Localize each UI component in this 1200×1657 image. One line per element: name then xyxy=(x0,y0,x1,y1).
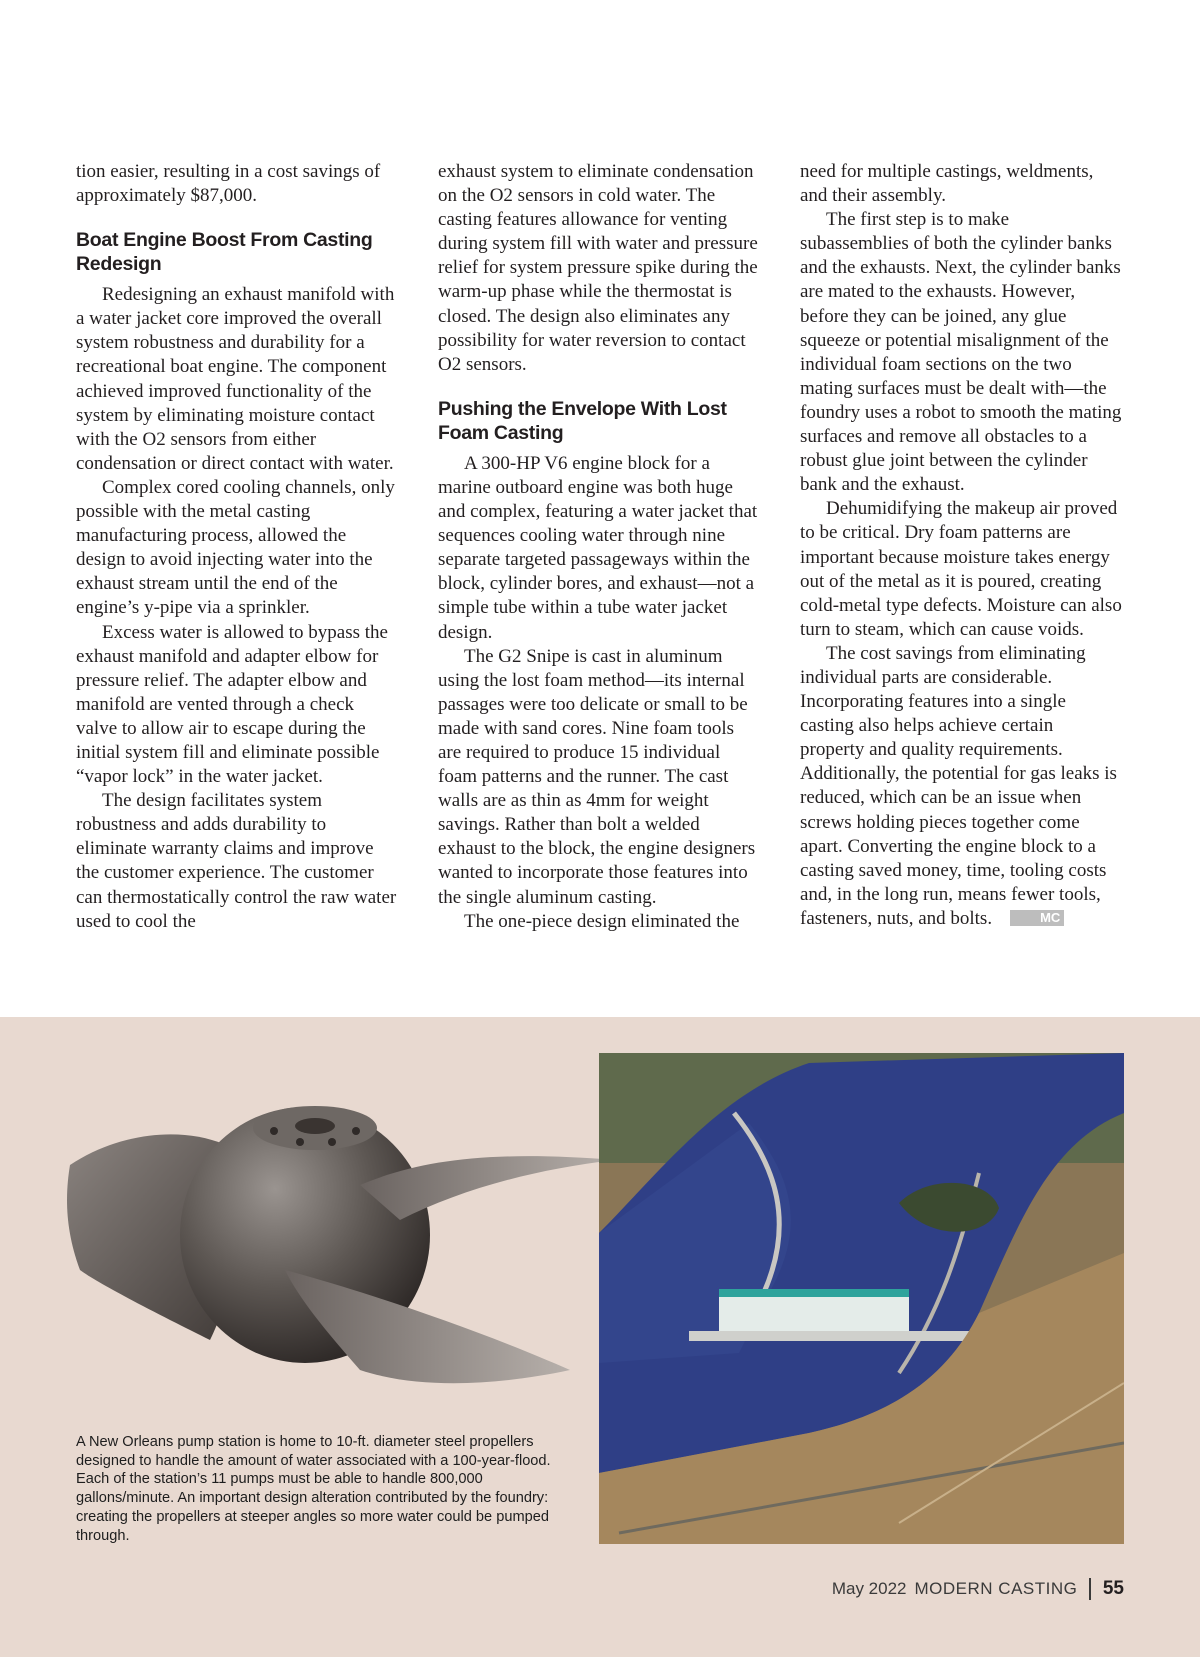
body-paragraph: Dehumidifying the makeup air proved to be critical. Dry foam patterns are important because moisture takes energy out of the metal as it is poured, creating cold-metal type defects. Moisture can also turn to steam, which can cause voids. xyxy=(800,498,1122,640)
page-footer xyxy=(832,1578,1124,1600)
body-paragraph: The G2 Snipe is cast in aluminum using the lost foam method—its internal passages were too delicate or small to be made with sand cores. Nine foam tools are required to produce 15 individual foam patterns and the runner. The cast walls are as thin as 4mm for weight savings. Rather than bolt a welded exhaust to the block, the engine designers wanted to incorporate those features into the single aluminum casting. xyxy=(438,645,756,908)
body-paragraph: Excess water is allowed to bypass the exhaust manifold and adapter elbow for pressure relief. The adapter elbow and manifold are vented through a check valve to allow air to escape during the initial system fill and eliminate possible “vapor lock” in the water jacket. xyxy=(76,621,388,788)
hub-bore xyxy=(295,1118,335,1134)
pump-station-building xyxy=(719,1293,909,1331)
body-paragraph: The first step is to make subassemblies of both the cylinder banks and the exhausts. Next, the cylinder banks are mated to the exhausts. However, before they can be joined, any glue squeeze or potential misalignment of the individual foam sections on the two mating surfaces must be dealt with—the foundry uses a robot to smooth the mating surfaces and remove all obstacles to a robust glue joint between the cylinder bank and the exhaust. xyxy=(800,209,1122,496)
footer-divider xyxy=(1089,1578,1091,1600)
body-paragraph: tion easier, resulting in a cost savings of approximately $87,000. xyxy=(76,161,381,207)
body-paragraph: The design facilitates system robustness and adds durability to eliminate warranty claims and improve the customer experience. The customer can thermostatically control the raw water used to cool the xyxy=(76,790,397,932)
section-heading: Boat Engine Boost From Casting Redesign xyxy=(76,229,373,276)
body-paragraph: The one-piece design eliminated the xyxy=(464,910,740,932)
body-paragraph xyxy=(800,642,1122,931)
magazine-name: MODERN CASTING xyxy=(914,1579,1078,1598)
body-paragraph: need for multiple castings, weldments, and their assembly. xyxy=(800,161,1094,207)
body-paragraph: Complex cored cooling channels, only possible with the metal casting manufacturing process, allowed the design to avoid injecting water into the exhaust stream until the end of the engine’s y-pipe via a sprinkler. xyxy=(76,476,395,619)
aerial-photo-pump-station xyxy=(599,1053,1124,1544)
propeller-photo xyxy=(60,1070,620,1430)
station-deck xyxy=(689,1331,989,1341)
end-mark: MC xyxy=(1010,910,1064,926)
body-paragraph-text: The cost savings from eliminating individual parts are considerable. Incorporating features into a single casting also helps achieve certain property and quality requirements. Additionally, the potential for gas leaks is reduced, which can be an issue when screws holding pieces together come apart. Converting the engine block to a casting saved money, time, tooling costs and, in the long run, means fewer tools, fasteners, nuts, and bolts. xyxy=(800,642,1117,929)
issue-date: May 2022 xyxy=(831,1579,907,1598)
section-heading: Pushing the Envelope With Lost Foam Casting xyxy=(438,397,727,444)
figure-caption: A New Orleans pump station is home to 10-ft. diameter steel propellers designed to handle the amount of water associated with a 100-year-flood. Each of the station’s 11 pumps must be able to handle 800,000 gallons/minute. An important design alteration contributed by the foundry: creating the propellers at steeper angles so more water could be pumped through. xyxy=(76,1434,551,1544)
page-number: 55 xyxy=(1102,1578,1124,1599)
body-paragraph: exhaust system to eliminate condensation on the O2 sensors in cold water. The casting features allowance for venting during system fill with water and pressure relief for system pressure spike during the warm-up phase while the thermostat is closed. The design also eliminates any possibility for water reversion to contact O2 sensors. xyxy=(438,161,758,375)
article-column-1 xyxy=(76,160,398,934)
propeller-blade xyxy=(285,1270,570,1383)
body-paragraph: A 300-HP V6 engine block for a marine outboard engine was both huge and complex, featuring a water jacket that sequences cooling water through nine separate targeted passageways within the block, cylinder bores, and exhaust—not a simple tube within a tube water jacket design. xyxy=(438,452,758,643)
article-column-2 xyxy=(438,160,760,934)
article-column-3 xyxy=(800,160,1122,931)
body-paragraph: Redesigning an exhaust manifold with a water jacket core improved the overall system robustness and durability for a recreational boat engine. The component achieved improved functionality of the system by eliminating moisture contact with the O2 sensors from either condensation or direct contact with water. xyxy=(76,284,395,474)
